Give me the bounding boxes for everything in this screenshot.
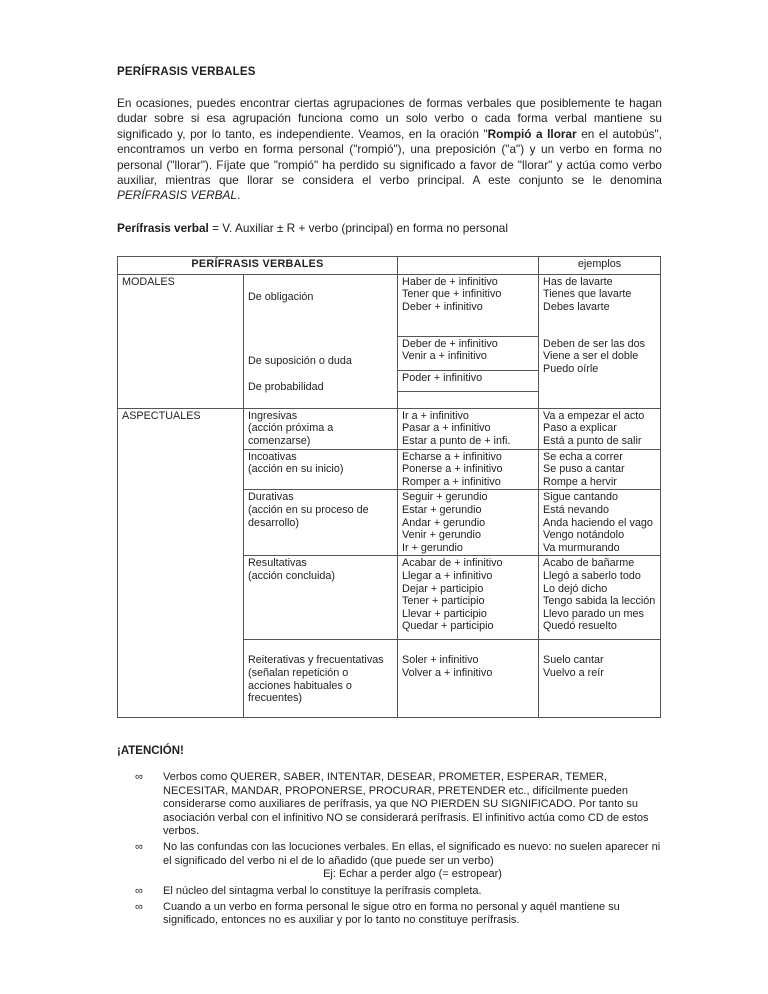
- ingresivas-forms-cell: Ir a + infinitivo Pasar a + infinitivo Estar a punto de + infi.: [398, 408, 539, 449]
- resultativas-examples-cell: Acabo de bañarme Llegó a saberlo todo Lo dejó dicho Tengo sabida la lección Llevo parado un mes Quedó resuelto: [539, 556, 661, 640]
- durativas-name: Durativas: [248, 491, 294, 504]
- modales-examples-top: Has de lavarte Tienes que lavarte Debes lavarte: [543, 275, 632, 314]
- reiterativas-examples-cell: Suelo cantar Vuelvo a reír: [539, 640, 661, 718]
- formula-line: [117, 221, 662, 235]
- attention-item-3: [117, 885, 662, 898]
- table-header-examples: ejemplos: [539, 256, 661, 274]
- attention-item-1-text: Verbos como QUERER, SABER, INTENTAR, DESEAR, PROMETER, ESPERAR, TEMER, NECESITAR, MANDAR, PROPONERSE, PROCURAR, PRETENDER etc., difícilmente pueden considerarse como auxiliares de perífrasis, ya que NO PIERDEN SU SIGNIFICADO. Por tanto su asociación verbal con el infinitivo NO se considerará perífrasis. El infinitivo actúa como CD de estos verbos.: [163, 771, 649, 838]
- intro-bold-phrase: Rompió a llorar: [487, 126, 577, 141]
- intro-italic-term: PERÍFRASIS VERBAL: [117, 188, 237, 203]
- incoativas-type-cell: [244, 449, 398, 490]
- modales-label-suposicion: De suposición o duda: [248, 355, 352, 368]
- table-header-empty-cell: [398, 256, 539, 274]
- infinity-bullet-icon: ∞: [135, 841, 143, 854]
- intro-text-1: En ocasiones, puedes encontrar ciertas agrupaciones de formas verbales que posiblemente te hagan dudar sobre si esa agrupación funciona como un solo verbo o cada forma verbal mantiene su significado y, por lo tanto, es independiente. Veamos, en la oración ": [117, 96, 662, 141]
- incoativas-desc: (acción en su inicio): [248, 463, 344, 476]
- reiterativas-name: Reiterativas y frecuentativas: [248, 654, 384, 667]
- durativas-examples-cell: Sigue cantando Está nevando Anda haciendo el vago Vengo notándolo Va murmurando: [539, 490, 661, 556]
- ingresivas-name: Ingresivas: [248, 409, 298, 422]
- formula-term: Perífrasis verbal: [117, 220, 209, 235]
- attention-item-2-body: [163, 841, 662, 881]
- attention-item-2-example: Ej: Echar a perder algo (= estropear): [323, 868, 502, 881]
- modales-examples-cell: [539, 274, 661, 408]
- modales-forms-cell: [398, 274, 539, 408]
- page-title: PERÍFRASIS VERBALES: [117, 66, 256, 78]
- resultativas-type-cell: [244, 556, 398, 640]
- modales-forms-box-2: Deber de + infinitivo Venir a + infinitivo: [398, 337, 538, 371]
- durativas-forms-cell: Seguir + gerundio Estar + gerundio Andar + gerundio Venir + gerundio Ir + gerundio: [398, 490, 539, 556]
- attention-item-3-text: El núcleo del sintagma verbal lo constituye la perífrasis completa.: [163, 884, 482, 897]
- modales-label-obligacion: De obligación: [248, 290, 314, 303]
- ingresivas-examples-cell: Va a empezar el acto Paso a explicar Está a punto de salir: [539, 408, 661, 449]
- aspectuales-category-cell: ASPECTUALES: [118, 408, 244, 718]
- attention-title: ¡ATENCIÓN!: [117, 745, 184, 758]
- reiterativas-type-cell: [244, 640, 398, 718]
- incoativas-examples-cell: Se echa a correr Se puso a cantar Rompe a hervir: [539, 449, 661, 490]
- aspectuales-row-ingresivas: [118, 408, 661, 449]
- periphrasis-table: [117, 256, 661, 719]
- infinity-bullet-icon: ∞: [135, 771, 143, 784]
- modales-forms-box-1: Haber de + infinitivo Tener que + infinitivo Deber + infinitivo: [398, 275, 538, 337]
- ingresivas-desc: (acción próxima a comenzarse): [248, 422, 334, 448]
- resultativas-forms-cell: Acabar de + infinitivo Llegar a + infinitivo Dejar + participio Tener + participio Llevar + participio Quedar + participio: [398, 556, 539, 640]
- durativas-desc: (acción en su proceso de desarrollo): [248, 504, 369, 529]
- infinity-bullet-icon: ∞: [135, 901, 143, 914]
- table-header-title: PERÍFRASIS VERBALES: [118, 256, 398, 274]
- incoativas-forms-cell: Echarse a + infinitivo Ponerse a + infinitivo Romper a + infinitivo: [398, 449, 539, 490]
- modales-examples-bottom: Deben de ser las dos Viene a ser el doble Puedo oírle: [543, 337, 646, 375]
- intro-paragraph: [117, 96, 662, 204]
- modales-labels-cell: [244, 274, 398, 408]
- incoativas-name: Incoativas: [248, 450, 297, 463]
- reiterativas-forms-cell: Soler + infinitivo Volver a + infinitivo: [398, 640, 539, 718]
- attention-item-2-text: No las confundas con las locuciones verbales. En ellas, el significado es nuevo: no suelen aparecer ni el significado del verbo ni el de lo añadido (que puede ser un verbo): [163, 841, 661, 867]
- table-header-row: [118, 256, 661, 274]
- modales-forms-box-3: Poder + infinitivo: [398, 371, 538, 393]
- attention-item-2: [117, 841, 662, 881]
- resultativas-name: Resultativas: [248, 557, 307, 570]
- intro-text-2: en el autobús", encontramos un verbo en forma personal ("rompió"), una preposición ("a") y un verbo en forma no personal ("llorar"). Fíjate que "rompió" ha perdido su significado a favor de "llorar" y actúa como verbo auxiliar, mientras que llorar se considera el verbo principal. A este conjunto se le denomina: [117, 126, 663, 188]
- durativas-type-cell: [244, 490, 398, 556]
- intro-text-3: .: [236, 188, 241, 203]
- infinity-bullet-icon: ∞: [135, 884, 143, 897]
- formula-rest: = V. Auxiliar ± R + verbo (principal) en forma no personal: [208, 220, 508, 235]
- reiterativas-desc: (señalan repetición o acciones habituales o frecuentes): [248, 667, 352, 705]
- modales-label-probabilidad: De probabilidad: [248, 381, 324, 394]
- modales-category-cell: MODALES: [118, 274, 244, 408]
- attention-item-4: [117, 901, 662, 928]
- resultativas-desc: (acción concluida): [248, 570, 336, 582]
- ingresivas-type-cell: [244, 408, 398, 449]
- attention-item-1: [117, 771, 662, 838]
- attention-list: [117, 771, 662, 927]
- attention-item-4-text: Cuando a un verbo en forma personal le sigue otro en forma no personal y aquél mantiene su significado, entonces no es auxiliar y por lo tanto no constituye perífrasis.: [163, 901, 620, 927]
- modales-row: [118, 274, 661, 408]
